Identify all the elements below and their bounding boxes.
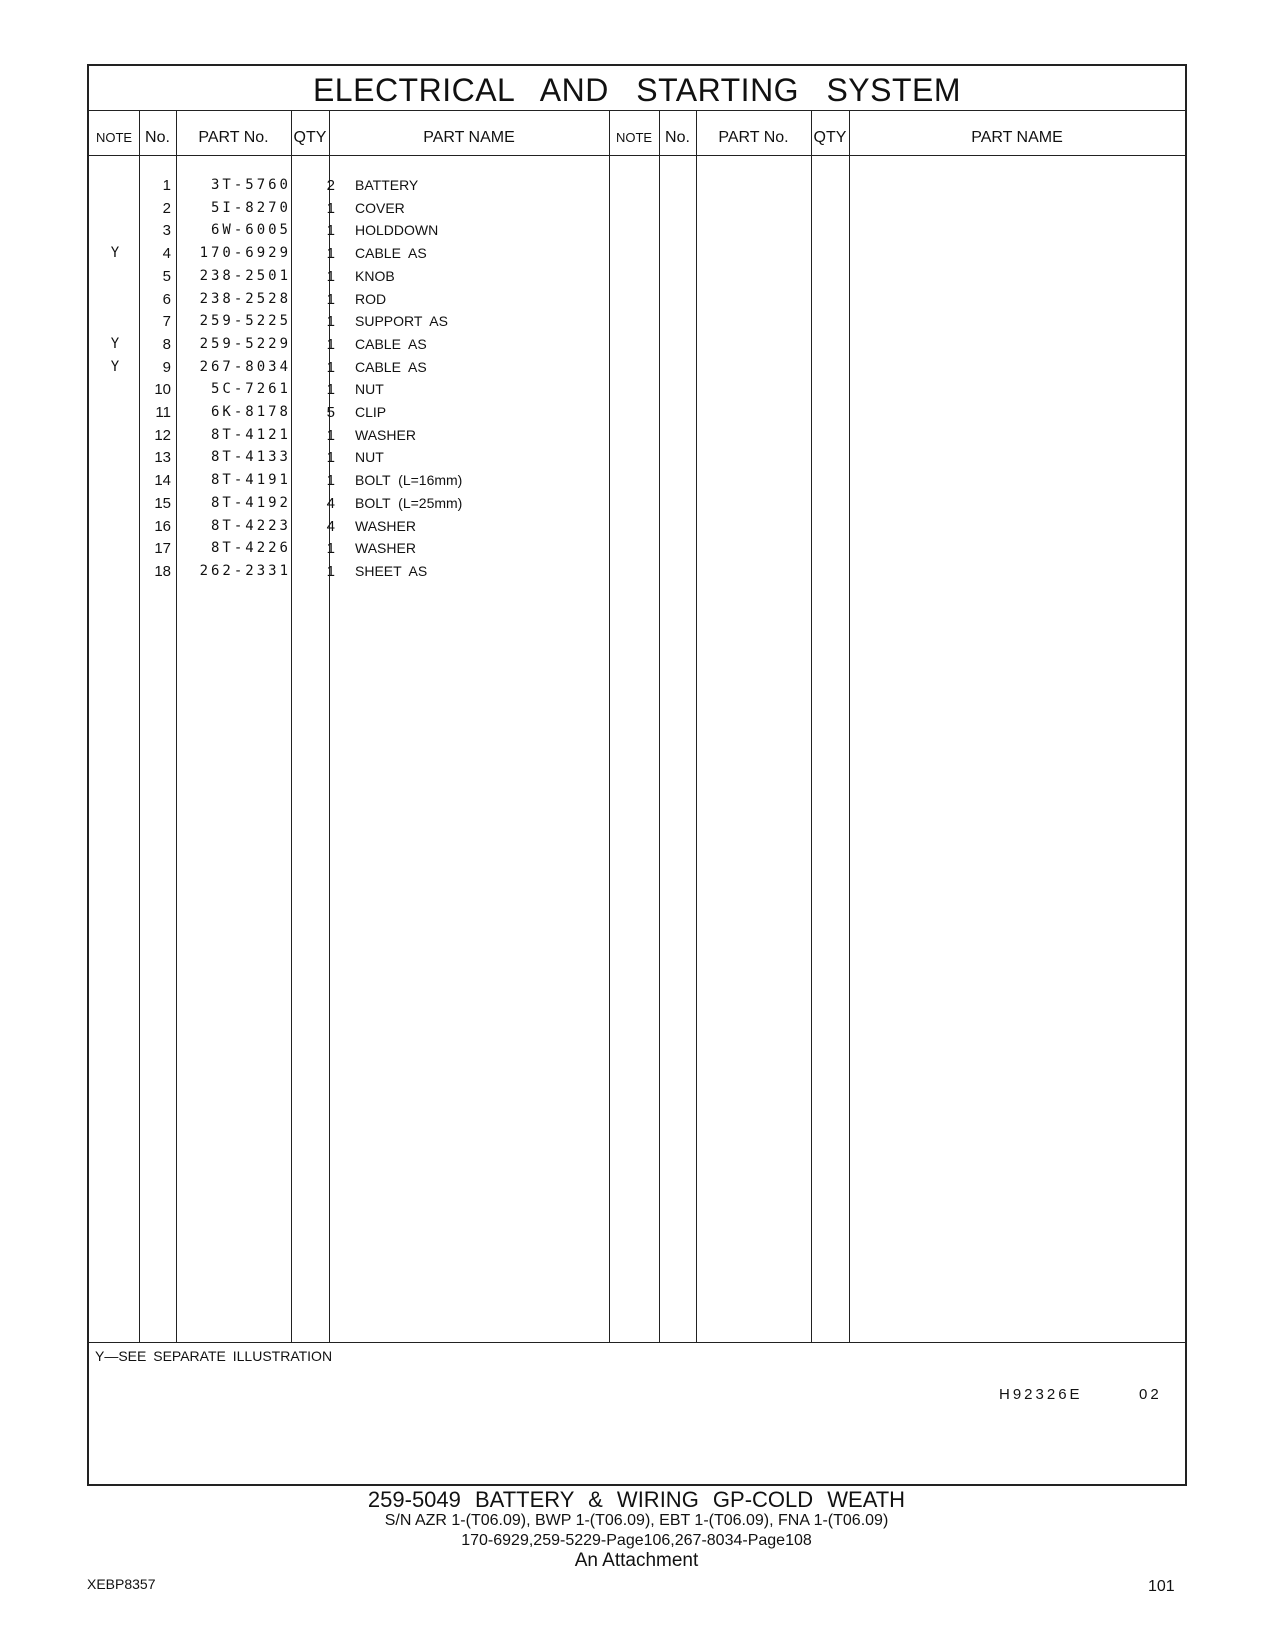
part-quantity: 5 [326,404,335,421]
table-row [89,469,1185,492]
document-id: XEBP8357 [87,1576,156,1592]
table-row [89,560,1185,583]
table-row [89,515,1185,538]
part-name: ROD [355,290,387,307]
part-number: 238-2528 [199,290,291,307]
part-quantity: 1 [326,290,335,308]
part-name: CABLE AS [355,358,427,375]
part-name: BATTERY [355,177,419,193]
table-bottom-divider [89,1342,1185,1343]
part-quantity: 1 [326,472,335,490]
part-quantity: 1 [326,562,335,580]
illustration-revision: 02 [1139,1386,1162,1403]
part-quantity: 1 [326,267,335,285]
table-row [89,492,1185,515]
part-quantity: 1 [326,449,335,467]
part-index: 11 [155,404,171,421]
part-quantity: 1 [326,313,335,331]
part-number: 259-5225 [199,313,291,330]
part-index: 12 [154,426,171,444]
table-row [89,265,1185,288]
part-number: 259-5229 [199,335,291,352]
header-no-left: No. [145,129,170,146]
part-name: CABLE AS [355,335,427,352]
illustration-code: H92326E [999,1386,1083,1403]
part-number: 6K-8178 [210,404,291,420]
part-name: SUPPORT AS [355,313,448,330]
table-row [89,219,1185,242]
table-row [89,401,1185,424]
header-qty-left: QTY [293,129,327,146]
table-row [89,174,1185,197]
table-row [89,446,1185,469]
part-number: 238-2501 [199,267,291,284]
part-number: 5C-7261 [210,381,291,398]
part-index: 4 [162,245,171,263]
part-number: 8T-4121 [210,426,291,443]
header-divider [89,155,1185,156]
part-quantity: 1 [326,245,335,263]
part-number: 170-6929 [199,245,291,262]
table-row [89,310,1185,333]
part-index: 8 [162,335,171,353]
footnote: Y—SEE SEPARATE ILLUSTRATION [95,1348,333,1364]
header-qty-right: QTY [813,129,847,146]
part-quantity: 2 [326,177,335,194]
header-part-no-left: PART No. [198,129,269,146]
part-note: Y [110,335,120,352]
part-index: 16 [154,517,171,535]
part-index: 18 [154,562,171,580]
part-number: 267-8034 [199,358,291,375]
header-part-name-right: PART NAME [971,129,1063,146]
part-index: 2 [162,199,171,217]
table-row [89,242,1185,265]
part-index: 14 [154,472,171,490]
part-name: BOLT (L=25mm) [355,494,463,511]
part-name: SHEET AS [355,562,428,579]
header-part-name-left: PART NAME [423,129,515,146]
part-note: Y [110,245,120,262]
part-index: 15 [154,494,171,512]
part-name: BOLT (L=16mm) [355,472,463,489]
caption-serials: S/N AZR 1-(T06.09), BWP 1-(T06.09), EBT 1-(T06.09), FNA 1-(T06.09) [384,1512,889,1529]
part-index: 3 [162,222,171,240]
part-name: WASHER [355,517,416,534]
part-quantity: 1 [326,426,335,444]
part-quantity: 1 [326,381,335,399]
part-name: HOLDDOWN [355,222,439,239]
part-quantity: 1 [326,199,335,217]
part-number: 8T-4133 [210,449,291,466]
part-number: 6W-6005 [210,222,291,239]
part-number: 8T-4226 [210,540,291,557]
caption-references: 170-6929,259-5229-Page106,267-8034-Page108 [461,1532,812,1549]
header-note-left: NOTE [95,130,133,145]
caption-attachment: An Attachment [574,1550,699,1571]
part-index: 13 [154,449,171,467]
part-index: 9 [162,358,171,376]
part-number: 8T-4191 [210,472,291,489]
page-number: 101 [1148,1578,1175,1595]
part-number: 262-2331 [199,562,291,579]
part-number: 3T-5760 [210,177,291,193]
part-name: KNOB [355,267,395,284]
part-name: CLIP [355,404,387,420]
caption-title: 259-5049 BATTERY & WIRING GP-COLD WEATH [367,1487,906,1512]
table-row [89,288,1185,311]
part-index: 1 [162,177,171,194]
part-index: 17 [154,540,171,558]
header-note-right: NOTE [615,130,653,145]
table-row [89,424,1185,447]
table-row [89,333,1185,356]
part-number: 8T-4192 [210,494,291,511]
section-title: ELECTRICAL AND STARTING SYSTEM [312,72,962,108]
table-row [89,537,1185,560]
table-row [89,378,1185,401]
part-quantity: 1 [326,222,335,240]
title-divider [89,110,1185,111]
part-quantity: 1 [326,335,335,353]
part-index: 10 [154,381,171,399]
header-part-no-right: PART No. [718,129,789,146]
part-quantity: 4 [326,517,335,535]
part-quantity: 4 [326,494,335,512]
header-no-right: No. [665,129,690,146]
part-index: 6 [162,290,171,308]
part-name: CABLE AS [355,245,427,262]
part-name: WASHER [355,426,416,443]
part-name: WASHER [355,540,416,557]
part-note: Y [110,358,120,375]
table-row [89,197,1185,220]
part-name: NUT [355,381,384,398]
part-name: COVER [355,199,405,216]
parts-list-frame [87,64,1187,1486]
part-name: NUT [355,449,384,466]
part-quantity: 1 [326,358,335,376]
part-quantity: 1 [326,540,335,558]
part-number: 8T-4223 [210,517,291,534]
part-index: 7 [162,313,171,331]
part-index: 5 [162,267,171,285]
part-number: 5I-8270 [210,199,291,216]
table-row [89,356,1185,379]
